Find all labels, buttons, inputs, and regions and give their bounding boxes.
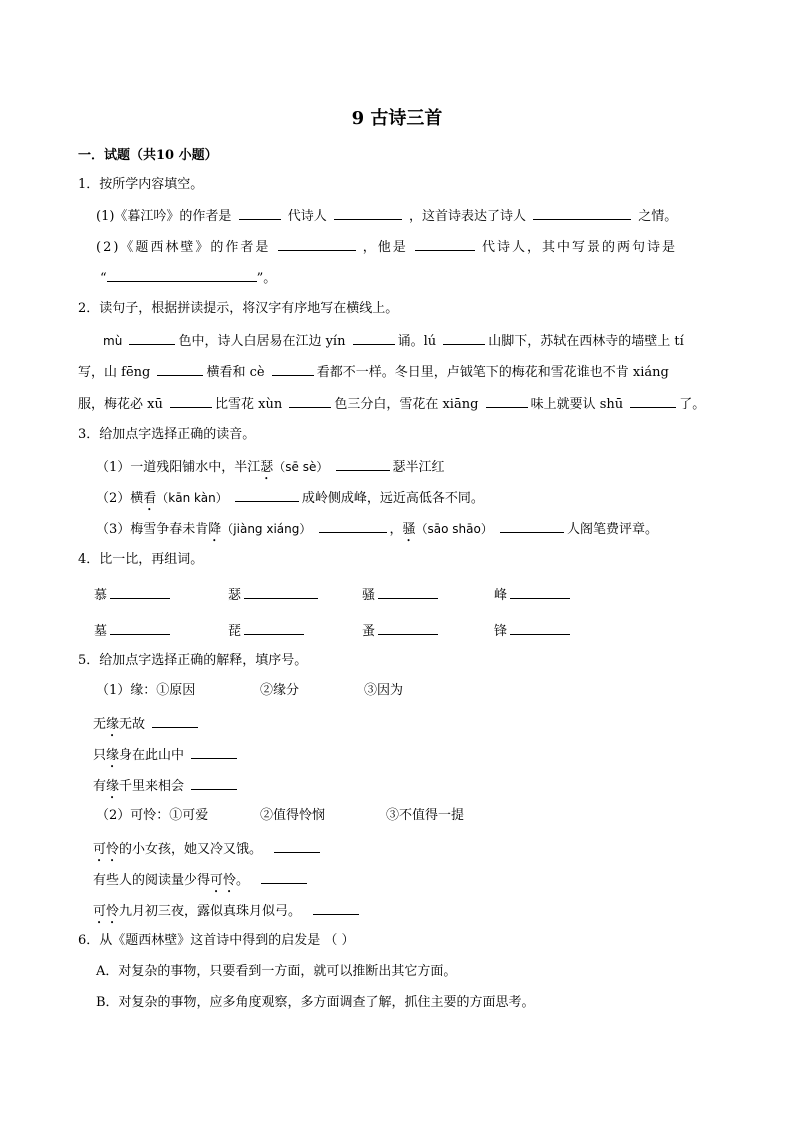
q1-line2 [96, 237, 677, 257]
blank[interactable] [319, 519, 387, 533]
dotted-char: 可怜 [210, 873, 237, 888]
q3-line3 [96, 519, 658, 545]
dotted-char: 骚 [402, 522, 416, 537]
q5-sentence [93, 870, 310, 896]
q5-group2 [96, 807, 465, 825]
blank[interactable] [157, 362, 203, 376]
q5-text: 只 [93, 748, 107, 763]
q1-line3 [100, 268, 276, 288]
q2-text: 诵。lú [397, 334, 437, 349]
blank[interactable] [313, 901, 359, 915]
q2-text: 色中，诗人白居易在江边 yín [178, 334, 346, 349]
dotted-char: 缘 [106, 779, 120, 794]
q1-text: 代诗人 [287, 209, 327, 224]
q1-text: “ [100, 271, 107, 286]
q2-text: 了。 [679, 397, 706, 412]
q4-char: 骚 [362, 588, 376, 603]
q3-pinyin: （kān kàn） [156, 491, 228, 505]
q5-label: （1）缘： [96, 683, 157, 698]
q4-item [494, 584, 573, 603]
dotted-char: 缘 [106, 717, 120, 732]
q4-item [362, 620, 441, 639]
blank[interactable] [191, 745, 237, 759]
q5-sentence [93, 776, 240, 802]
q5-option: ③不值得一提 [386, 808, 465, 823]
q3-line1 [96, 457, 445, 483]
q5-text: 。 [236, 873, 250, 888]
q2-text: 味上就要认 shū [530, 397, 624, 412]
blank[interactable] [261, 870, 307, 884]
section-heading: 一．试题（共10 小题） [78, 148, 218, 163]
q4-char: 慕 [94, 588, 108, 603]
q3-text: （3）梅雪争春未肯 [96, 522, 209, 537]
blank[interactable] [500, 519, 564, 533]
q3-text: 成岭侧成峰，远近高低各不同。 [301, 491, 484, 506]
blank[interactable] [235, 488, 299, 502]
q3-stem: 3．给加点字选择正确的读音。 [78, 427, 256, 442]
q4-char: 峰 [494, 588, 508, 603]
blank[interactable] [110, 621, 170, 635]
blank[interactable] [170, 394, 212, 408]
q6-stem: 6．从《题西林壁》这首诗中得到的启发是 （ ） [78, 933, 355, 948]
dotted-char: 看 [143, 491, 157, 506]
blank[interactable] [378, 621, 438, 635]
q2-text: 比雪花 xùn [214, 397, 283, 412]
q5-option: ①可爱 [169, 808, 209, 823]
q5-text: 的小女孩，她又冷又饿。 [119, 842, 263, 857]
q3-pinyin: （sāo shāo） [415, 522, 493, 536]
q5-text: 无 [93, 717, 107, 732]
blank[interactable] [334, 206, 402, 220]
blank[interactable] [378, 585, 438, 599]
blank[interactable] [510, 621, 570, 635]
blank[interactable] [486, 394, 528, 408]
q3-pinyin: （sē sè） [273, 460, 329, 474]
q2-text: mù [103, 334, 123, 348]
q4-item [362, 584, 441, 603]
q2-para2 [78, 362, 669, 382]
q3-text: （1）一道残阳铺水中，半江 [96, 460, 261, 475]
blank[interactable] [533, 206, 631, 220]
blank[interactable] [191, 776, 237, 790]
blank[interactable] [129, 331, 175, 345]
blank[interactable] [152, 714, 198, 728]
q4-item [228, 584, 321, 603]
q3-pinyin: （jiàng xiáng） [221, 522, 312, 536]
blank[interactable] [244, 585, 318, 599]
q3-text: ， [389, 522, 403, 537]
q5-stem: 5．给加点字选择正确的解释，填序号。 [78, 653, 308, 668]
blank[interactable] [110, 585, 170, 599]
blank[interactable] [278, 237, 356, 251]
q5-sentence [93, 901, 362, 927]
q2-text: 看都不一样。冬日里，卢钺笔下的梅花和雪花谁也不肯 xiáng [316, 365, 669, 380]
q3-text: 瑟半江红 [392, 460, 445, 475]
q2-text: 山脚下，苏轼在西林寺的墙壁上 tí [488, 334, 684, 349]
q5-text: 身在此山中 [119, 748, 185, 763]
q5-sentence [93, 745, 240, 771]
blank[interactable] [443, 331, 485, 345]
q4-char: 蚤 [362, 624, 376, 639]
blank[interactable] [415, 237, 475, 251]
blank[interactable] [289, 394, 331, 408]
blank[interactable] [107, 268, 257, 282]
dotted-char: 可怜 [93, 904, 120, 919]
blank[interactable] [630, 394, 676, 408]
dotted-char: 瑟 [260, 460, 274, 475]
q2-para1 [103, 331, 684, 351]
q5-text: 九月初三夜，露似真珠月似弓。 [119, 904, 302, 919]
q2-text: 写，山 fēng [78, 365, 151, 380]
q4-char: 锋 [494, 624, 508, 639]
blank[interactable] [336, 457, 390, 471]
q5-sentence [93, 839, 323, 865]
q1-text: (2)《题西林壁》的作者是 [96, 240, 271, 255]
q5-label: （2）可怜： [96, 808, 170, 823]
q5-option: ②缘分 [260, 683, 300, 698]
q4-item [228, 620, 307, 639]
q1-text: 之情。 [638, 209, 678, 224]
q1-line1 [96, 206, 677, 226]
q3-text: 人阁笔费评章。 [567, 522, 659, 537]
blank[interactable] [353, 331, 395, 345]
q1-text: ，他是 [362, 240, 408, 255]
blank[interactable] [510, 585, 570, 599]
q1-text: ，这首诗表达了诗人 [409, 209, 527, 224]
q2-para3 [78, 394, 705, 414]
blank[interactable] [272, 362, 314, 376]
q4-stem: 4．比一比，再组词。 [78, 552, 204, 567]
q5-text: 千里来相会 [119, 779, 185, 794]
q5-text: 无故 [119, 717, 146, 732]
blank[interactable] [239, 206, 281, 220]
q5-option: ②值得怜悯 [260, 808, 326, 823]
page-title: 9 古诗三首 [351, 108, 443, 129]
q3-line2 [96, 488, 484, 514]
q3-text: （2）横 [96, 491, 144, 506]
q1-text: (1)《暮江吟》的作者是 [96, 209, 232, 224]
q4-item [94, 620, 173, 639]
q2-text: 色三分白，雪花在 xiāng [334, 397, 479, 412]
dotted-char: 降 [208, 522, 222, 537]
q4-item [94, 584, 173, 603]
q2-stem: 2．读句子，根据拼读提示，将汉字有序地写在横线上。 [78, 301, 399, 316]
q4-char: 瑟 [228, 588, 242, 603]
q1-text: ”。 [256, 271, 277, 286]
q6-option-b[interactable]: B．对复杂的事物，应多角度观察，多方面调查了解，抓住主要的方面思考。 [96, 995, 535, 1010]
q5-group1 [96, 682, 404, 700]
dotted-char: 可怜 [93, 842, 120, 857]
blank[interactable] [274, 839, 320, 853]
q6-option-a[interactable]: A．对复杂的事物，只要看到一方面，就可以推断出其它方面。 [96, 964, 457, 979]
q4-item [494, 620, 573, 639]
q5-sentence [93, 714, 201, 740]
q5-text: 有 [93, 779, 107, 794]
q1-text: 代诗人，其中写景的两句诗是 [482, 240, 678, 255]
blank[interactable] [244, 621, 304, 635]
q5-text: 有些人的阅读量少得 [93, 873, 211, 888]
q5-option: ③因为 [364, 683, 404, 698]
q2-text: 横看和 cè [206, 365, 265, 380]
q2-text: 服，梅花必 xū [78, 397, 163, 412]
dotted-char: 缘 [106, 748, 120, 763]
q1-stem: 1．按所学内容填空。 [78, 177, 204, 192]
q4-char: 琵 [228, 624, 242, 639]
q4-char: 墓 [94, 624, 108, 639]
q5-option: ①原因 [156, 683, 196, 698]
